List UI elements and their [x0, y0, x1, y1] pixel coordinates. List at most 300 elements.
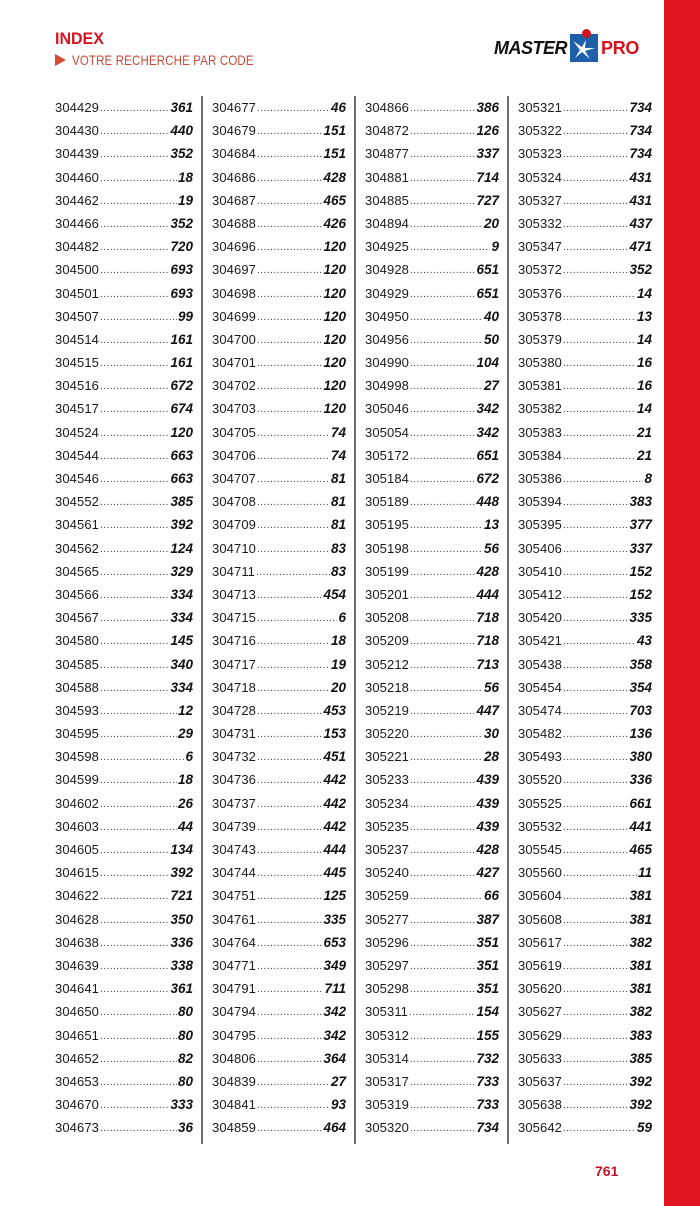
index-entry [518, 560, 652, 583]
index-entry [518, 282, 652, 305]
dot-leader [563, 283, 636, 306]
index-entry [518, 351, 652, 374]
page-reference: 18 [330, 633, 346, 649]
dot-leader [563, 538, 628, 561]
product-code: 304717 [212, 656, 256, 672]
dot-leader [410, 306, 483, 329]
product-code: 304709 [212, 517, 256, 533]
dot-leader [410, 375, 483, 398]
index-entry [212, 282, 346, 305]
dot-leader [100, 468, 169, 491]
dot-leader [410, 259, 475, 282]
product-code: 304839 [212, 1073, 256, 1089]
product-code: 304929 [365, 285, 409, 301]
product-code: 305240 [365, 865, 409, 881]
dot-leader [410, 932, 475, 955]
product-code: 304598 [55, 749, 99, 765]
product-code: 305406 [518, 540, 562, 556]
product-code: 305277 [365, 911, 409, 927]
page-reference: 342 [476, 401, 499, 417]
red-edge-band [664, 0, 700, 1206]
product-code: 305221 [365, 749, 409, 765]
product-code: 304670 [55, 1097, 99, 1113]
subtitle-text: VOTRE RECHERCHE PAR CODE [72, 52, 254, 68]
index-entry [365, 513, 499, 536]
page-reference: 382 [629, 1004, 652, 1020]
index-entry [55, 235, 193, 258]
index-entry [365, 629, 499, 652]
product-code: 304466 [55, 215, 99, 231]
page-reference: 732 [476, 1050, 499, 1066]
index-entry [518, 1000, 652, 1023]
page-reference: 386 [476, 100, 499, 115]
dot-leader [257, 1048, 322, 1071]
page-reference: 381 [629, 911, 652, 927]
index-entry [365, 653, 499, 676]
page-reference: 337 [476, 146, 499, 162]
index-entry [55, 629, 193, 652]
index-entry [518, 606, 652, 629]
product-code: 305332 [518, 215, 562, 231]
index-entry [365, 931, 499, 954]
index-entry [212, 1047, 346, 1070]
dot-leader [563, 607, 628, 630]
product-code: 304707 [212, 471, 256, 486]
dot-leader [257, 190, 322, 213]
dot-leader [563, 190, 628, 213]
product-code: 305195 [365, 517, 409, 533]
page-reference: 335 [629, 610, 652, 626]
index-entry [365, 537, 499, 560]
product-code: 304711 [212, 563, 256, 579]
page-reference: 465 [629, 842, 652, 857]
page-reference: 385 [170, 494, 193, 510]
index-entry [365, 351, 499, 374]
index-entry [55, 537, 193, 560]
page-reference: 439 [476, 795, 499, 811]
product-code: 304595 [55, 726, 99, 742]
dot-leader [257, 213, 322, 236]
product-code: 305379 [518, 331, 562, 347]
index-entry [518, 212, 652, 235]
page-reference: 81 [330, 517, 346, 533]
product-code: 304990 [365, 355, 409, 371]
product-code: 305209 [365, 633, 409, 649]
index-entry [365, 792, 499, 815]
dot-leader [257, 909, 322, 932]
dot-leader [257, 167, 322, 190]
dot-leader [100, 932, 169, 955]
product-code: 304679 [212, 123, 256, 139]
product-code: 305382 [518, 401, 562, 417]
dot-leader [257, 723, 322, 746]
product-code: 304516 [55, 378, 99, 394]
page-reference: 471 [629, 239, 652, 255]
index-entry [55, 745, 193, 768]
index-entry [55, 1093, 193, 1116]
dot-leader [100, 630, 169, 653]
page-reference: 439 [476, 772, 499, 788]
page-reference: 120 [323, 401, 346, 417]
index-entry [365, 96, 499, 119]
product-code: 304653 [55, 1073, 99, 1089]
index-entry [518, 258, 652, 281]
page-reference: 13 [483, 517, 499, 533]
index-entry [518, 931, 652, 954]
index-entry [365, 235, 499, 258]
dot-leader [563, 769, 628, 792]
code-index-columns [48, 96, 660, 1144]
dot-leader [257, 352, 322, 375]
index-entry [365, 282, 499, 305]
product-code: 305454 [518, 679, 562, 695]
dot-leader [410, 352, 475, 375]
index-entry [365, 954, 499, 977]
product-code: 305198 [365, 540, 409, 556]
page-reference: 27 [330, 1073, 346, 1089]
product-code: 305633 [518, 1050, 562, 1066]
page-reference: 342 [476, 424, 499, 440]
index-entry [55, 954, 193, 977]
dot-leader [100, 1094, 169, 1117]
page-reference: 13 [636, 308, 652, 324]
index-entry [212, 1024, 346, 1047]
page-reference: 733 [476, 1073, 499, 1089]
index-entry [55, 1116, 193, 1139]
dot-leader [100, 978, 169, 1001]
dot-leader [257, 514, 330, 537]
index-entry [365, 1093, 499, 1116]
index-entry [212, 884, 346, 907]
dot-leader [100, 445, 169, 468]
page-reference: 120 [323, 239, 346, 255]
dot-leader [563, 909, 628, 932]
page-reference: 431 [629, 169, 652, 185]
index-entry [365, 722, 499, 745]
product-code: 304429 [55, 100, 99, 115]
index-entry [212, 513, 346, 536]
index-entry [212, 374, 346, 397]
page-reference: 83 [330, 563, 346, 579]
product-code: 304688 [212, 215, 256, 231]
dot-leader [257, 97, 330, 120]
index-entry [212, 722, 346, 745]
index-entry [55, 119, 193, 142]
dot-leader [563, 445, 636, 468]
dot-leader [410, 1094, 475, 1117]
dot-leader [563, 1117, 636, 1140]
page-reference: 444 [323, 842, 346, 857]
product-code: 305410 [518, 563, 562, 579]
dot-leader [100, 1048, 177, 1071]
page-reference: 464 [323, 1120, 346, 1136]
dot-leader [410, 468, 475, 491]
index-entry [55, 861, 193, 884]
page-reference: 152 [629, 586, 652, 602]
dot-leader [257, 445, 330, 468]
product-code: 305560 [518, 865, 562, 881]
page-reference: 80 [177, 1027, 193, 1043]
dot-leader [410, 677, 483, 700]
dot-leader [563, 306, 636, 329]
dot-leader [100, 746, 185, 769]
product-code: 305212 [365, 656, 409, 672]
product-code: 304743 [212, 842, 256, 857]
page-reference: 672 [476, 471, 499, 486]
product-code: 305320 [365, 1120, 409, 1136]
index-entry [518, 328, 652, 351]
page-reference: 663 [170, 447, 193, 463]
product-code: 304650 [55, 1004, 99, 1020]
page-reference: 154 [476, 1004, 499, 1020]
index-entry [518, 513, 652, 536]
page-reference: 20 [483, 215, 499, 231]
product-code: 305312 [365, 1027, 409, 1043]
product-code: 305380 [518, 355, 562, 371]
page-number: 761 [595, 1163, 619, 1179]
page-reference: 703 [629, 702, 652, 718]
dot-leader [257, 677, 330, 700]
dot-leader [563, 375, 636, 398]
product-code: 305296 [365, 934, 409, 950]
product-code: 305201 [365, 586, 409, 602]
index-entry [365, 421, 499, 444]
index-entry [365, 884, 499, 907]
page-reference: 364 [323, 1050, 346, 1066]
page-reference: 19 [330, 656, 346, 672]
page-reference: 9 [491, 239, 499, 255]
index-entry [518, 397, 652, 420]
page-reference: 82 [177, 1050, 193, 1066]
page-reference: 672 [170, 378, 193, 394]
dot-leader [100, 700, 177, 723]
product-code: 305237 [365, 842, 409, 857]
product-code: 305412 [518, 586, 562, 602]
page-reference: 693 [170, 285, 193, 301]
index-entry [212, 629, 346, 652]
index-entry [518, 699, 652, 722]
dot-leader [563, 746, 628, 769]
dot-leader [100, 236, 169, 259]
index-entry [518, 861, 652, 884]
dot-leader [410, 746, 483, 769]
dot-leader [100, 723, 177, 746]
product-code: 305259 [365, 888, 409, 904]
index-entry [365, 606, 499, 629]
index-entry [55, 166, 193, 189]
index-entry [55, 96, 193, 119]
dot-leader [563, 1001, 628, 1024]
page-reference: 383 [629, 1027, 652, 1043]
product-code: 304761 [212, 911, 256, 927]
page-reference: 83 [330, 540, 346, 556]
page-reference: 12 [177, 702, 193, 718]
page-reference: 124 [170, 540, 193, 556]
product-code: 304841 [212, 1097, 256, 1113]
index-entry [55, 444, 193, 467]
index-entry [212, 792, 346, 815]
page-reference: 437 [629, 215, 652, 231]
dot-leader [410, 1025, 475, 1048]
product-code: 305421 [518, 633, 562, 649]
product-code: 304702 [212, 378, 256, 394]
product-code: 305172 [365, 447, 409, 463]
dot-leader [100, 375, 169, 398]
index-entry [518, 838, 652, 861]
page-reference: 342 [323, 1027, 346, 1043]
index-entry [55, 815, 193, 838]
product-code: 304699 [212, 308, 256, 324]
index-entry [55, 768, 193, 791]
index-entry [212, 931, 346, 954]
index-entry [212, 815, 346, 838]
dot-leader [410, 955, 475, 978]
page-reference: 381 [629, 888, 652, 904]
product-code: 305319 [365, 1097, 409, 1113]
index-entry [55, 490, 193, 513]
page-reference: 334 [170, 610, 193, 626]
page-reference: 125 [323, 888, 346, 904]
index-entry [518, 745, 652, 768]
index-entry [365, 374, 499, 397]
index-entry [365, 768, 499, 791]
index-entry [55, 931, 193, 954]
page-reference: 20 [330, 679, 346, 695]
product-code: 304561 [55, 517, 99, 533]
index-entry [212, 1070, 346, 1093]
page-reference: 351 [476, 957, 499, 973]
page-reference: 349 [323, 957, 346, 973]
dot-leader [100, 909, 169, 932]
dot-leader [563, 213, 628, 236]
product-code: 304877 [365, 146, 409, 162]
page-reference: 36 [177, 1120, 193, 1136]
index-entry [518, 815, 652, 838]
dot-leader [563, 468, 644, 491]
product-code: 305420 [518, 610, 562, 626]
index-entry [365, 258, 499, 281]
index-entry [365, 676, 499, 699]
dot-leader [100, 167, 177, 190]
dot-leader [100, 584, 169, 607]
dot-leader [563, 793, 628, 816]
product-code: 304894 [365, 215, 409, 231]
dot-leader [100, 862, 169, 885]
index-entry [212, 676, 346, 699]
dot-leader [410, 167, 475, 190]
dot-leader [410, 885, 483, 908]
index-entry [55, 699, 193, 722]
dot-leader [100, 654, 169, 677]
product-code: 304859 [212, 1120, 256, 1136]
page-reference: 381 [629, 957, 652, 973]
page-reference: 80 [177, 1004, 193, 1020]
product-code: 304706 [212, 447, 256, 463]
dot-leader [410, 422, 475, 445]
dot-leader [563, 654, 628, 677]
index-entry [365, 189, 499, 212]
product-code: 305394 [518, 494, 562, 510]
page-reference: 6 [338, 610, 346, 626]
product-code: 304482 [55, 239, 99, 255]
page-reference: 392 [170, 517, 193, 533]
page-reference: 6 [185, 749, 193, 765]
dot-leader [100, 491, 169, 514]
page-reference: 14 [636, 401, 652, 417]
page-reference: 651 [476, 262, 499, 278]
page-reference: 120 [323, 285, 346, 301]
dot-leader [563, 1094, 628, 1117]
dot-leader [257, 816, 322, 839]
masterpro-logo [494, 34, 639, 62]
product-code: 304728 [212, 702, 256, 718]
product-code: 304885 [365, 192, 409, 208]
dot-leader [100, 97, 169, 120]
dot-leader [410, 862, 475, 885]
page-reference: 151 [323, 146, 346, 162]
page-reference: 351 [476, 981, 499, 997]
dot-leader [257, 793, 322, 816]
dot-leader [257, 885, 322, 908]
index-entry [518, 166, 652, 189]
dot-leader [100, 329, 169, 352]
product-code: 304605 [55, 842, 99, 857]
dot-leader [257, 932, 322, 955]
page-reference: 734 [476, 1120, 499, 1136]
index-entry [365, 977, 499, 1000]
index-title: INDEX [55, 30, 104, 49]
dot-leader [257, 769, 322, 792]
dot-leader [563, 491, 628, 514]
dot-leader [410, 700, 475, 723]
product-code: 304705 [212, 424, 256, 440]
product-code: 305378 [518, 308, 562, 324]
product-code: 305520 [518, 772, 562, 788]
dot-leader [100, 1001, 177, 1024]
page-reference: 329 [170, 563, 193, 579]
product-code: 305046 [365, 401, 409, 417]
dot-leader [100, 677, 169, 700]
product-code: 304615 [55, 865, 99, 881]
index-entry [212, 467, 346, 490]
product-code: 305199 [365, 563, 409, 579]
page-reference: 448 [476, 494, 499, 510]
product-code: 304696 [212, 239, 256, 255]
index-entry [55, 792, 193, 815]
index-entry [55, 189, 193, 212]
dot-leader [410, 978, 475, 1001]
dot-leader [563, 259, 628, 282]
index-entry [212, 954, 346, 977]
product-code: 305532 [518, 818, 562, 834]
dot-leader [257, 422, 330, 445]
index-entry [518, 722, 652, 745]
product-code: 304866 [365, 100, 409, 115]
section-subtitle [55, 52, 294, 68]
dot-leader [257, 978, 323, 1001]
product-code: 304514 [55, 331, 99, 347]
page-reference: 663 [170, 471, 193, 486]
dot-leader [563, 97, 628, 120]
page-reference: 335 [323, 911, 346, 927]
dot-leader [563, 885, 628, 908]
product-code: 305324 [518, 169, 562, 185]
page-reference: 26 [177, 795, 193, 811]
index-entry [212, 838, 346, 861]
page-reference: 358 [629, 656, 652, 672]
product-code: 304764 [212, 934, 256, 950]
product-code: 304698 [212, 285, 256, 301]
